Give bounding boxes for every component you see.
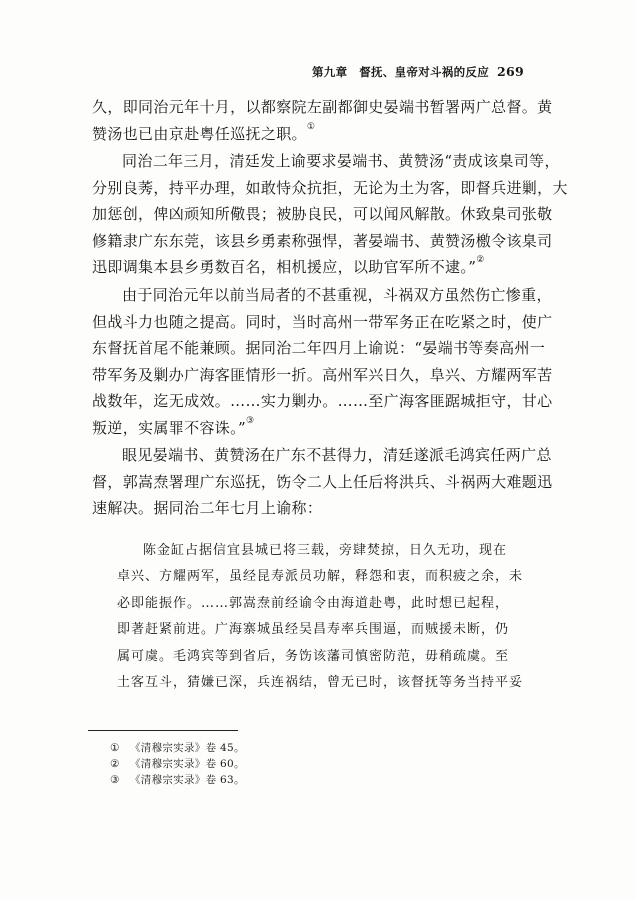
quote-line: 陈金缸占据信宜县城已将三载，旁肆焚掠，日久无功，现在 bbox=[143, 543, 508, 558]
text-line bbox=[92, 121, 553, 148]
text-line-body: 叛逆，实属罪不容诛。” bbox=[92, 418, 247, 437]
footnote-divider bbox=[88, 730, 238, 731]
footnote-mark: ② bbox=[110, 758, 120, 770]
quote-line: 土客互斗，猜嫌已深，兵连祸结，曾无已时，该督抚等务当持平妥 bbox=[117, 674, 524, 690]
footnote-mark: ① bbox=[110, 742, 120, 754]
text-line: 同治二年三月，清廷发上谕要求晏端书、黄赞汤“责成该臬司等， bbox=[122, 152, 560, 170]
text-line: 战数年，迄无成效。……实力剿办。……至广海客匪踞城拒守，甘心 bbox=[92, 392, 553, 410]
text-line: 由于同治元年以前当局者的不甚重视，斗祸双方虽然伤亡惨重， bbox=[122, 286, 552, 304]
footnote-text: 《清穆宗实录》卷 63。 bbox=[130, 774, 245, 786]
quote-line: 属可虞。毛鸿宾等到省后，务饬该藩司慎密防范，毋稍疏虞。至 bbox=[117, 648, 510, 664]
page-number: 269 bbox=[497, 64, 524, 79]
text-line: 东督抚首尾不能兼顾。据同治二年四月上谕说：“晏端书等奏高州一 bbox=[92, 339, 546, 357]
text-line-body: 赞汤也已由京赴粤任巡抚之职。 bbox=[92, 124, 307, 143]
text-line: 速解决。据同治二年七月上谕称： bbox=[92, 499, 323, 517]
footnote bbox=[110, 740, 245, 756]
block-quote bbox=[117, 538, 523, 696]
text-line: 但战斗力也随之提高。同时，当时高州一带军务正在吃紧之时，使广 bbox=[92, 312, 553, 331]
text-line-body: 迅即调集本县乡勇数百名，相机援应，以助官军所不逮。” bbox=[92, 258, 477, 276]
text-line: 分别良莠，持平办理，如敢恃众抗拒，无论为土为客，即督兵进剿，大 bbox=[92, 178, 568, 197]
text-line: 修籍隶广东东莞，该县乡勇素称强悍，著晏端书、黄赞汤檄令该臬司 bbox=[92, 231, 553, 250]
text-line: 加惩创，俾凶顽知所儆畏；被胁良民，可以闻风解散。休致臬司张敬 bbox=[92, 205, 553, 223]
quote-line: 必即能振作。……郭嵩焘前经谕令由海道赴粤，此时想已起程， bbox=[117, 595, 510, 611]
running-header bbox=[312, 64, 524, 80]
text-line: 带军务及剿办广海客匪情形一折。高州军兴日久，阜兴、方耀两军苦 bbox=[92, 365, 553, 384]
paragraph bbox=[92, 94, 553, 147]
chapter-title: 第九章 督抚、皇帝对斗祸的反应 bbox=[312, 65, 489, 79]
footnote-text: 《清穆宗实录》卷 60。 bbox=[130, 758, 245, 770]
footnote-ref: ② bbox=[476, 255, 485, 265]
footnote-ref: ① bbox=[306, 121, 316, 132]
text-line: 督，郭嵩焘署理广东巡抚，饬令二人上任后将洪兵、斗祸两大难题迅 bbox=[92, 472, 553, 491]
paragraph bbox=[92, 282, 553, 441]
footnote bbox=[110, 756, 245, 772]
text-line bbox=[92, 415, 553, 442]
text-line bbox=[92, 254, 568, 281]
footnote-text: 《清穆宗实录》卷 45。 bbox=[130, 742, 245, 754]
paragraph bbox=[92, 148, 568, 281]
footnote-mark: ③ bbox=[110, 774, 120, 786]
quote-line: 卓兴、方耀两军，虽经昆寿派员功解，释怨和衷，而积疲之余，未 bbox=[117, 569, 524, 585]
footnote bbox=[110, 772, 245, 788]
text-line: 眼见晏端书、黄赞汤在广东不甚得力，清廷遂派毛鸿宾任两广总 bbox=[122, 446, 552, 464]
text-line: 久，即同治元年十月，以都察院左副都御史晏端书暂署两广总督。黄 bbox=[92, 98, 553, 116]
footnote-ref: ③ bbox=[246, 415, 255, 426]
paragraph bbox=[92, 442, 553, 522]
quote-line: 即著赶紧前进。广海寨城虽经吴昌寿率兵围逼，而贼援未断，仍 bbox=[117, 622, 510, 638]
footnotes bbox=[110, 740, 245, 788]
